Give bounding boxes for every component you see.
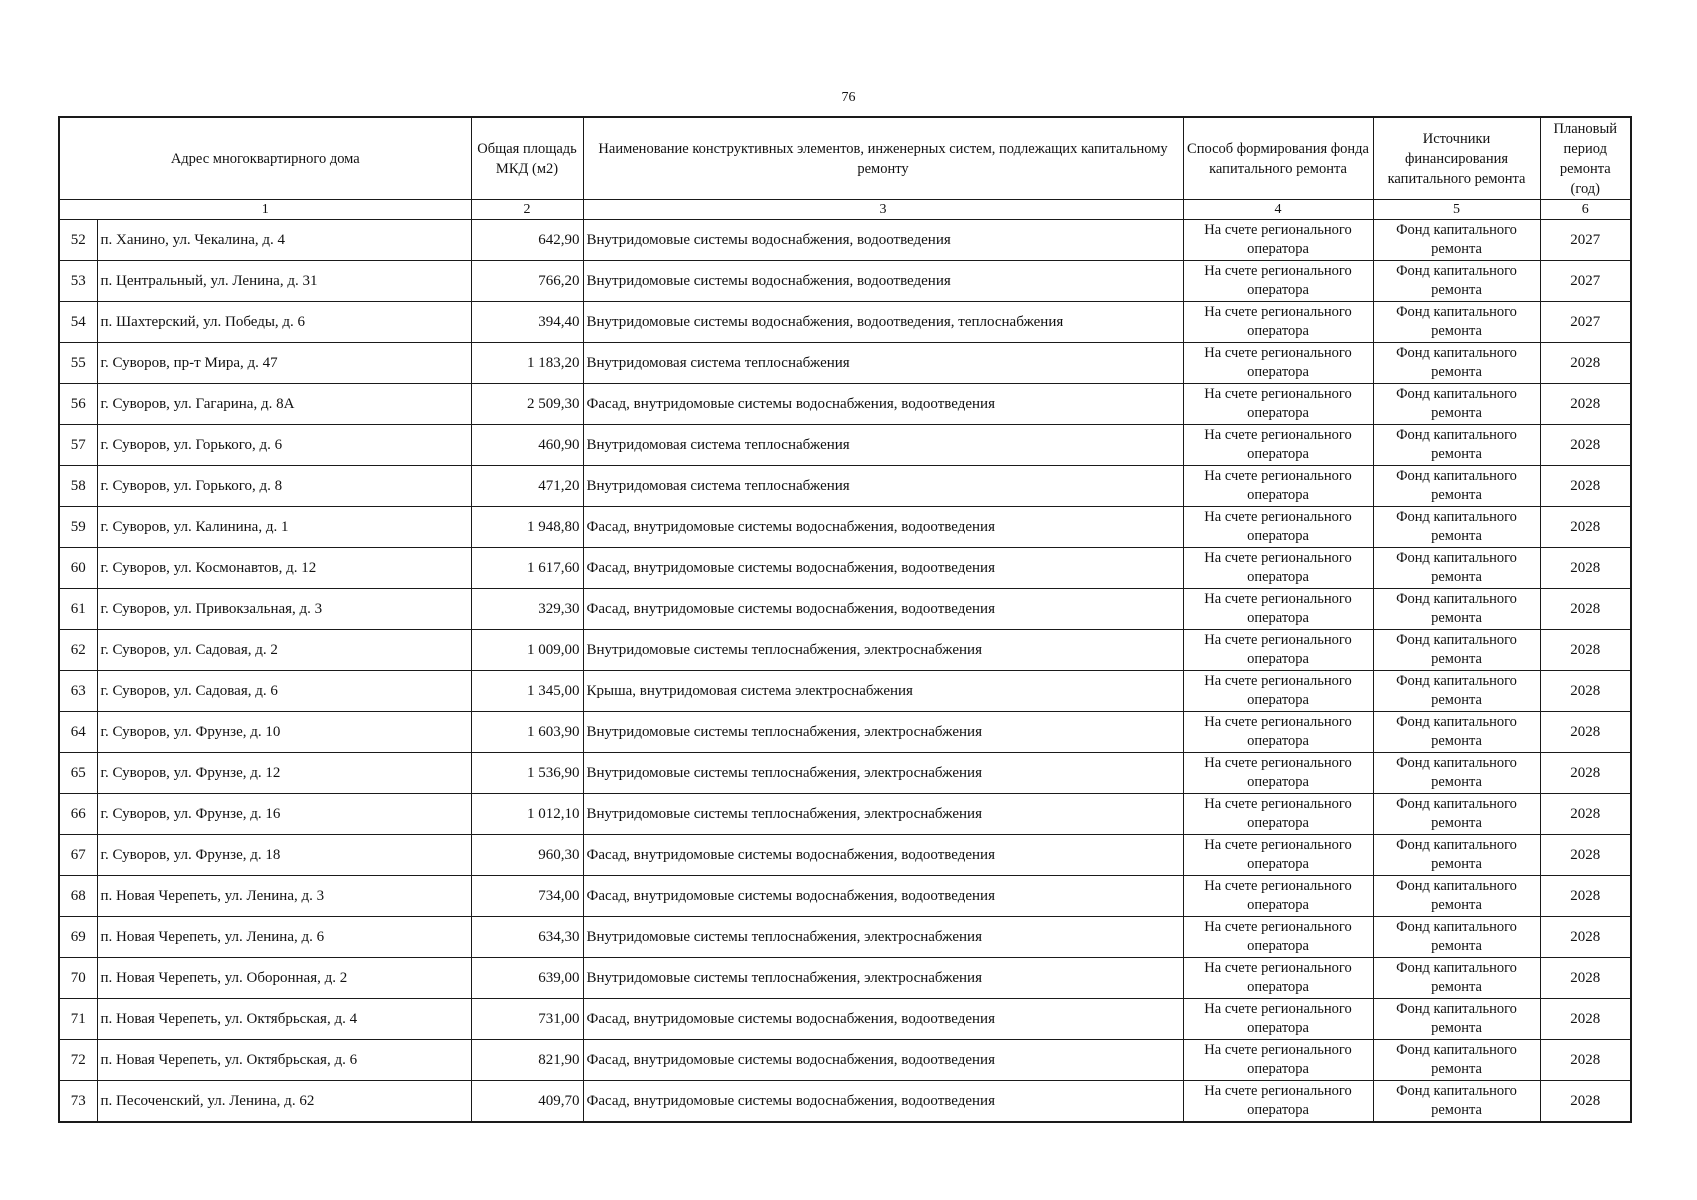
- total-area: 766,20: [471, 261, 583, 302]
- financing-source: Фонд капитального ремонта: [1373, 425, 1540, 466]
- repair-elements: Внутридомовые системы теплоснабжения, электроснабжения: [583, 794, 1183, 835]
- row-number: 66: [59, 794, 97, 835]
- fund-method: На счете регионального оператора: [1183, 548, 1373, 589]
- header-address: Адрес многоквартирного дома: [59, 117, 471, 200]
- fund-method: На счете регионального оператора: [1183, 507, 1373, 548]
- row-number: 58: [59, 466, 97, 507]
- house-address: г. Суворов, ул. Фрунзе, д. 10: [97, 712, 471, 753]
- financing-source: Фонд капитального ремонта: [1373, 507, 1540, 548]
- fund-method: На счете регионального оператора: [1183, 425, 1373, 466]
- total-area: 960,30: [471, 835, 583, 876]
- header-source: Источники финансирования капитального ремонта: [1373, 117, 1540, 200]
- repair-elements: Внутридомовые системы теплоснабжения, электроснабжения: [583, 958, 1183, 999]
- capital-repair-table: [58, 116, 1632, 1123]
- financing-source: Фонд капитального ремонта: [1373, 466, 1540, 507]
- table-row: [59, 835, 1631, 876]
- financing-source: Фонд капитального ремонта: [1373, 302, 1540, 343]
- row-number: 73: [59, 1081, 97, 1123]
- column-number: 6: [1540, 200, 1631, 220]
- row-number: 53: [59, 261, 97, 302]
- repair-elements: Внутридомовые системы теплоснабжения, электроснабжения: [583, 712, 1183, 753]
- total-area: 409,70: [471, 1081, 583, 1123]
- row-number: 59: [59, 507, 97, 548]
- financing-source: Фонд капитального ремонта: [1373, 1081, 1540, 1123]
- planned-year: 2028: [1540, 835, 1631, 876]
- financing-source: Фонд капитального ремонта: [1373, 917, 1540, 958]
- repair-elements: Фасад, внутридомовые системы водоснабжения, водоотведения: [583, 1081, 1183, 1123]
- total-area: 1 617,60: [471, 548, 583, 589]
- repair-elements: Фасад, внутридомовые системы водоснабжения, водоотведения: [583, 1040, 1183, 1081]
- table-row: [59, 753, 1631, 794]
- table-row: [59, 548, 1631, 589]
- fund-method: На счете регионального оператора: [1183, 1081, 1373, 1123]
- table-row: [59, 1081, 1631, 1123]
- fund-method: На счете регионального оператора: [1183, 712, 1373, 753]
- planned-year: 2028: [1540, 466, 1631, 507]
- planned-year: 2028: [1540, 876, 1631, 917]
- table-row: [59, 671, 1631, 712]
- repair-elements: Внутридомовая система теплоснабжения: [583, 425, 1183, 466]
- financing-source: Фонд капитального ремонта: [1373, 794, 1540, 835]
- planned-year: 2028: [1540, 630, 1631, 671]
- total-area: 1 009,00: [471, 630, 583, 671]
- column-number: 3: [583, 200, 1183, 220]
- row-number: 65: [59, 753, 97, 794]
- fund-method: На счете регионального оператора: [1183, 261, 1373, 302]
- planned-year: 2028: [1540, 589, 1631, 630]
- house-address: п. Новая Черепеть, ул. Ленина, д. 6: [97, 917, 471, 958]
- fund-method: На счете регионального оператора: [1183, 876, 1373, 917]
- row-number: 63: [59, 671, 97, 712]
- table-row: [59, 343, 1631, 384]
- house-address: г. Суворов, ул. Фрунзе, д. 18: [97, 835, 471, 876]
- planned-year: 2028: [1540, 548, 1631, 589]
- row-number: 68: [59, 876, 97, 917]
- table-row: [59, 794, 1631, 835]
- planned-year: 2028: [1540, 507, 1631, 548]
- planned-year: 2028: [1540, 425, 1631, 466]
- financing-source: Фонд капитального ремонта: [1373, 548, 1540, 589]
- repair-elements: Внутридомовые системы теплоснабжения, электроснабжения: [583, 630, 1183, 671]
- house-address: г. Суворов, ул. Горького, д. 8: [97, 466, 471, 507]
- row-number: 54: [59, 302, 97, 343]
- column-number-row: [59, 200, 1631, 220]
- house-address: п. Новая Черепеть, ул. Ленина, д. 3: [97, 876, 471, 917]
- repair-elements: Внутридомовые системы водоснабжения, водоотведения: [583, 261, 1183, 302]
- column-number: 5: [1373, 200, 1540, 220]
- repair-elements: Внутридомовые системы водоснабжения, водоотведения: [583, 220, 1183, 261]
- planned-year: 2028: [1540, 343, 1631, 384]
- repair-elements: Внутридомовые системы водоснабжения, водоотведения, теплоснабжения: [583, 302, 1183, 343]
- house-address: п. Новая Черепеть, ул. Октябрьская, д. 6: [97, 1040, 471, 1081]
- column-number: 1: [59, 200, 471, 220]
- house-address: г. Суворов, ул. Садовая, д. 2: [97, 630, 471, 671]
- planned-year: 2028: [1540, 1040, 1631, 1081]
- row-number: 71: [59, 999, 97, 1040]
- repair-elements: Внутридомовые системы теплоснабжения, электроснабжения: [583, 917, 1183, 958]
- planned-year: 2028: [1540, 999, 1631, 1040]
- house-address: г. Суворов, ул. Космонавтов, д. 12: [97, 548, 471, 589]
- total-area: 2 509,30: [471, 384, 583, 425]
- house-address: г. Суворов, ул. Фрунзе, д. 12: [97, 753, 471, 794]
- financing-source: Фонд капитального ремонта: [1373, 835, 1540, 876]
- planned-year: 2028: [1540, 794, 1631, 835]
- fund-method: На счете регионального оператора: [1183, 835, 1373, 876]
- fund-method: На счете регионального оператора: [1183, 794, 1373, 835]
- row-number: 70: [59, 958, 97, 999]
- row-number: 56: [59, 384, 97, 425]
- table-row: [59, 630, 1631, 671]
- financing-source: Фонд капитального ремонта: [1373, 220, 1540, 261]
- total-area: 1 603,90: [471, 712, 583, 753]
- house-address: г. Суворов, пр-т Мира, д. 47: [97, 343, 471, 384]
- total-area: 634,30: [471, 917, 583, 958]
- financing-source: Фонд капитального ремонта: [1373, 384, 1540, 425]
- column-number: 2: [471, 200, 583, 220]
- house-address: г. Суворов, ул. Садовая, д. 6: [97, 671, 471, 712]
- house-address: г. Суворов, ул. Горького, д. 6: [97, 425, 471, 466]
- row-number: 69: [59, 917, 97, 958]
- total-area: 1 536,90: [471, 753, 583, 794]
- fund-method: На счете регионального оператора: [1183, 589, 1373, 630]
- table-row: [59, 384, 1631, 425]
- row-number: 55: [59, 343, 97, 384]
- fund-method: На счете регионального оператора: [1183, 466, 1373, 507]
- house-address: г. Суворов, ул. Гагарина, д. 8А: [97, 384, 471, 425]
- repair-elements: Фасад, внутридомовые системы водоснабжения, водоотведения: [583, 384, 1183, 425]
- planned-year: 2027: [1540, 261, 1631, 302]
- house-address: п. Ханино, ул. Чекалина, д. 4: [97, 220, 471, 261]
- total-area: 639,00: [471, 958, 583, 999]
- planned-year: 2028: [1540, 958, 1631, 999]
- financing-source: Фонд капитального ремонта: [1373, 261, 1540, 302]
- table-row: [59, 425, 1631, 466]
- table-row: [59, 958, 1631, 999]
- table-row: [59, 712, 1631, 753]
- total-area: 329,30: [471, 589, 583, 630]
- repair-elements: Фасад, внутридомовые системы водоснабжения, водоотведения: [583, 507, 1183, 548]
- table-row: [59, 917, 1631, 958]
- page-number: 76: [841, 90, 856, 105]
- repair-elements: Внутридомовые системы теплоснабжения, электроснабжения: [583, 753, 1183, 794]
- planned-year: 2028: [1540, 917, 1631, 958]
- financing-source: Фонд капитального ремонта: [1373, 1040, 1540, 1081]
- financing-source: Фонд капитального ремонта: [1373, 958, 1540, 999]
- fund-method: На счете регионального оператора: [1183, 999, 1373, 1040]
- row-number: 64: [59, 712, 97, 753]
- row-number: 61: [59, 589, 97, 630]
- table-row: [59, 876, 1631, 917]
- total-area: 731,00: [471, 999, 583, 1040]
- total-area: 1 948,80: [471, 507, 583, 548]
- fund-method: На счете регионального оператора: [1183, 671, 1373, 712]
- financing-source: Фонд капитального ремонта: [1373, 712, 1540, 753]
- repair-elements: Фасад, внутридомовые системы водоснабжения, водоотведения: [583, 835, 1183, 876]
- house-address: г. Суворов, ул. Привокзальная, д. 3: [97, 589, 471, 630]
- row-number: 72: [59, 1040, 97, 1081]
- financing-source: Фонд капитального ремонта: [1373, 999, 1540, 1040]
- repair-elements: Фасад, внутридомовые системы водоснабжения, водоотведения: [583, 999, 1183, 1040]
- repair-elements: Фасад, внутридомовые системы водоснабжения, водоотведения: [583, 548, 1183, 589]
- fund-method: На счете регионального оператора: [1183, 220, 1373, 261]
- total-area: 734,00: [471, 876, 583, 917]
- planned-year: 2027: [1540, 220, 1631, 261]
- total-area: 394,40: [471, 302, 583, 343]
- row-number: 57: [59, 425, 97, 466]
- house-address: п. Центральный, ул. Ленина, д. 31: [97, 261, 471, 302]
- total-area: 642,90: [471, 220, 583, 261]
- repair-elements: Фасад, внутридомовые системы водоснабжения, водоотведения: [583, 876, 1183, 917]
- planned-year: 2028: [1540, 384, 1631, 425]
- planned-year: 2028: [1540, 753, 1631, 794]
- table-row: [59, 999, 1631, 1040]
- fund-method: На счете регионального оператора: [1183, 384, 1373, 425]
- house-address: п. Новая Черепеть, ул. Октябрьская, д. 4: [97, 999, 471, 1040]
- repair-elements: Внутридомовая система теплоснабжения: [583, 343, 1183, 384]
- total-area: 1 183,20: [471, 343, 583, 384]
- table-row: [59, 261, 1631, 302]
- house-address: п. Песоченский, ул. Ленина, д. 62: [97, 1081, 471, 1123]
- total-area: 1 012,10: [471, 794, 583, 835]
- total-area: 1 345,00: [471, 671, 583, 712]
- financing-source: Фонд капитального ремонта: [1373, 589, 1540, 630]
- table-row: [59, 1040, 1631, 1081]
- row-number: 60: [59, 548, 97, 589]
- planned-year: 2028: [1540, 1081, 1631, 1123]
- repair-elements: Фасад, внутридомовые системы водоснабжения, водоотведения: [583, 589, 1183, 630]
- house-address: п. Шахтерский, ул. Победы, д. 6: [97, 302, 471, 343]
- fund-method: На счете регионального оператора: [1183, 630, 1373, 671]
- fund-method: На счете регионального оператора: [1183, 343, 1373, 384]
- row-number: 67: [59, 835, 97, 876]
- house-address: п. Новая Черепеть, ул. Оборонная, д. 2: [97, 958, 471, 999]
- row-number: 62: [59, 630, 97, 671]
- planned-year: 2027: [1540, 302, 1631, 343]
- financing-source: Фонд капитального ремонта: [1373, 343, 1540, 384]
- table-row: [59, 466, 1631, 507]
- row-number: 52: [59, 220, 97, 261]
- table-header-row: [59, 117, 1631, 200]
- header-elements: Наименование конструктивных элементов, инженерных систем, подлежащих капитальному ремонту: [583, 117, 1183, 200]
- financing-source: Фонд капитального ремонта: [1373, 753, 1540, 794]
- total-area: 821,90: [471, 1040, 583, 1081]
- table-body: [59, 220, 1631, 1123]
- house-address: г. Суворов, ул. Калинина, д. 1: [97, 507, 471, 548]
- fund-method: На счете регионального оператора: [1183, 302, 1373, 343]
- financing-source: Фонд капитального ремонта: [1373, 630, 1540, 671]
- table-row: [59, 302, 1631, 343]
- fund-method: На счете регионального оператора: [1183, 958, 1373, 999]
- table-row: [59, 507, 1631, 548]
- fund-method: На счете регионального оператора: [1183, 917, 1373, 958]
- column-number: 4: [1183, 200, 1373, 220]
- repair-elements: Внутридомовая система теплоснабжения: [583, 466, 1183, 507]
- total-area: 460,90: [471, 425, 583, 466]
- header-period: Плановый период ремонта (год): [1540, 117, 1631, 200]
- planned-year: 2028: [1540, 712, 1631, 753]
- house-address: г. Суворов, ул. Фрунзе, д. 16: [97, 794, 471, 835]
- header-method: Способ формирования фонда капитального ремонта: [1183, 117, 1373, 200]
- total-area: 471,20: [471, 466, 583, 507]
- planned-year: 2028: [1540, 671, 1631, 712]
- header-area: Общая площадь МКД (м2): [471, 117, 583, 200]
- financing-source: Фонд капитального ремонта: [1373, 671, 1540, 712]
- fund-method: На счете регионального оператора: [1183, 1040, 1373, 1081]
- table-row: [59, 220, 1631, 261]
- fund-method: На счете регионального оператора: [1183, 753, 1373, 794]
- repair-elements: Крыша, внутридомовая система электроснабжения: [583, 671, 1183, 712]
- table-row: [59, 589, 1631, 630]
- financing-source: Фонд капитального ремонта: [1373, 876, 1540, 917]
